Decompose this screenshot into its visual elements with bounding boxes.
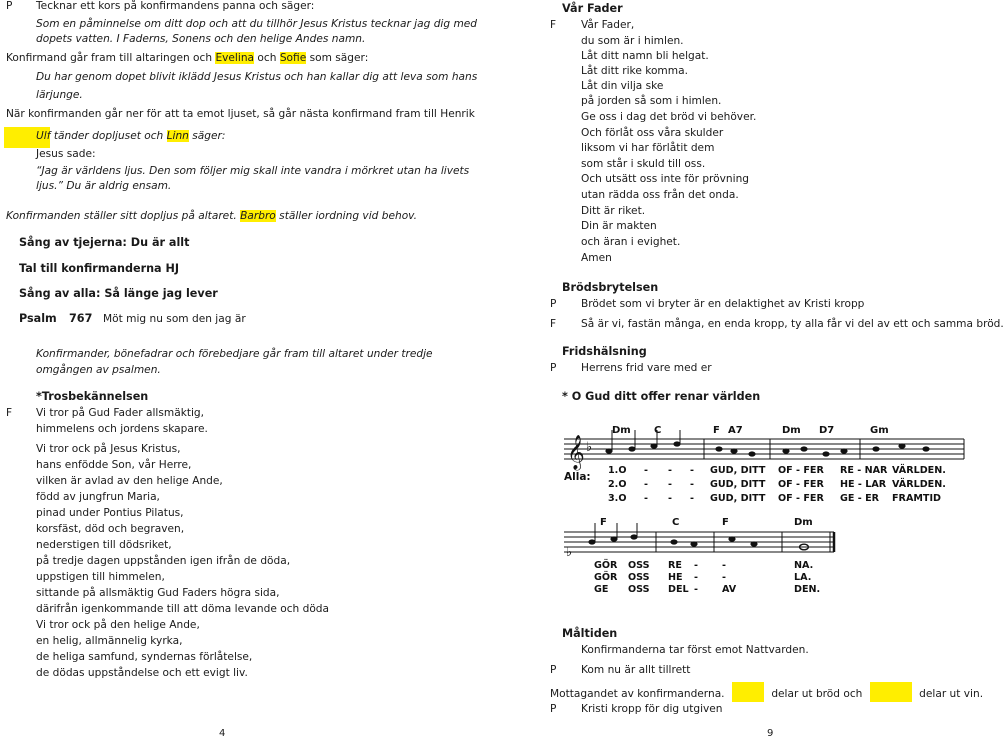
name-highlight-blank-2 xyxy=(870,682,912,702)
peace-line xyxy=(550,361,712,375)
staff-1 xyxy=(564,439,964,459)
our-father-line: Låt din vilja ske xyxy=(581,80,664,92)
our-father-line: som står i skuld till oss. xyxy=(581,158,706,170)
alla-label: Alla: xyxy=(564,471,591,483)
right-page xyxy=(480,0,1004,739)
our-father-line: Och utsätt oss inte för prövning xyxy=(581,173,750,185)
walk-text-1: Konfirmand går fram till altaringen och xyxy=(6,52,213,64)
lyric-v3: GE - ER xyxy=(840,493,880,504)
quote-line-1: “Jag är världens ljus. Den som följer mig skall inte vandra i mörkret utan ha livets xyxy=(36,165,470,177)
lyric-v2: - xyxy=(690,479,694,490)
our-father-line: på jorden så som i himlen. xyxy=(581,95,722,107)
lyric-v3: AV xyxy=(722,584,737,595)
lyric-v2: VÄRLDEN. xyxy=(892,479,946,490)
our-father-line: Låt ditt namn bli helgat. xyxy=(581,50,709,62)
speaker-marker-creed: F xyxy=(6,407,13,419)
psalm-label: Psalm xyxy=(19,312,57,325)
lyric-v1: OF - FER xyxy=(778,465,824,476)
lyric-v3: FRAMTID xyxy=(892,493,941,504)
chord-f-3: F xyxy=(722,517,729,528)
name-highlight-blank-1 xyxy=(732,682,764,702)
candle-placement-line xyxy=(6,209,417,223)
lyric-v2: LA. xyxy=(794,572,812,583)
song-girls: Sång av tjejerna: Du är allt xyxy=(19,236,190,249)
candle-place-text: Konfirmanden ställer sitt dopljus på altaret. xyxy=(6,210,237,222)
our-father-title: Vår Fader xyxy=(562,2,623,15)
meal-intro: Konfirmanderna tar först emot Nattvarden. xyxy=(581,644,809,656)
lyric-v2: OSS xyxy=(628,572,650,583)
candle-lighting-line xyxy=(36,129,225,143)
speaker-marker: P xyxy=(550,703,557,715)
name-highlight-barbro: Barbro xyxy=(240,210,276,222)
lyric-v1: RE - NAR xyxy=(840,465,888,476)
light-instruction: När konfirmanden går ner för att ta emot ljuset, så går nästa konfirmand fram till Henrik xyxy=(6,108,475,120)
creed-line: Vi tror på Gud Fader allsmäktig, xyxy=(36,407,205,419)
creed-line: de heliga samfund, syndernas förlåtelse, xyxy=(36,651,253,663)
lyric-v2: HE xyxy=(668,572,683,583)
speaker-marker: P xyxy=(550,664,557,676)
lyric-v1: 1.O xyxy=(608,465,627,476)
meal-line-p1 xyxy=(550,663,691,677)
creed-line: hans enfödde Son, vår Herre, xyxy=(36,459,192,471)
baptism-line-1: Du har genom dopet blivit iklädd Jesus Kristus och han kallar dig att leva som hans xyxy=(36,71,478,83)
lyric-v1: RE xyxy=(668,560,682,571)
lyric-v2: 2.O xyxy=(608,479,627,490)
lyric-v3: GUD, DITT xyxy=(710,493,766,504)
creed-line: himmelens och jordens skapare. xyxy=(36,423,208,435)
creed-line: korsfäst, död och begraven, xyxy=(36,523,185,535)
our-father-line: Ditt är riket. xyxy=(581,205,646,217)
lyric-v3: OSS xyxy=(628,584,650,595)
lyric-v1: - xyxy=(690,465,694,476)
our-father-line: Din är makten xyxy=(581,220,657,232)
speaker-marker: P xyxy=(550,362,557,374)
lyric-v1: - xyxy=(722,560,726,571)
treble-clef-icon: 𝄞 xyxy=(567,435,585,470)
psalm-number: 767 xyxy=(69,312,93,325)
distribution-text-1: Mottagandet av konfirmanderna. xyxy=(550,688,725,700)
name-ulf: Ulf xyxy=(36,130,51,142)
creed-line: nederstigen till dödsriket, xyxy=(36,539,172,551)
sheet-music xyxy=(564,418,974,620)
lyric-v3: - xyxy=(690,493,694,504)
bread-line-f xyxy=(550,317,1004,331)
name-highlight-sofie: Sofie xyxy=(279,52,307,64)
lyric-v1: GUD, DITT xyxy=(710,465,766,476)
name-highlight-linn: Linn xyxy=(166,130,189,142)
our-father-line: och äran i evighet. xyxy=(581,236,681,248)
creed-title: *Trosbekännelsen xyxy=(36,390,149,403)
psalm-line xyxy=(19,312,246,326)
our-father-line: du som är i himlen. xyxy=(581,35,684,47)
distribution-text-3: delar ut vin. xyxy=(919,688,984,700)
lyric-v3: DEL xyxy=(668,584,689,595)
meal-line-p2 xyxy=(550,702,723,716)
staff-2 xyxy=(564,532,834,552)
chord-gm: Gm xyxy=(870,425,889,436)
our-father-line: Vår Fader, xyxy=(581,19,635,31)
lyric-v2: - xyxy=(694,572,698,583)
lyric-v3: GE xyxy=(594,584,609,595)
lyric-v1: - xyxy=(694,560,698,571)
speaker-marker: F xyxy=(550,318,557,330)
creed-line: därifrån igenkommande till att döma levande och döda xyxy=(36,603,330,615)
jesus-said: Jesus sade: xyxy=(36,148,96,160)
lyric-v1: - xyxy=(668,465,672,476)
meal-p2-text: Kristi kropp för dig utgiven xyxy=(581,703,723,715)
walk-text-2: som säger: xyxy=(309,52,369,64)
peace-text: Herrens frid vare med er xyxy=(581,362,712,374)
walk-text-och: och xyxy=(257,52,277,64)
creed-line: Vi tror ock på Jesus Kristus, xyxy=(36,443,181,455)
meal-p1-text: Kom nu är allt tillrett xyxy=(581,664,691,676)
distribution-text-2: delar ut bröd och xyxy=(771,688,863,700)
lyric-v3: - xyxy=(694,584,698,595)
chord-a7: A7 xyxy=(728,425,743,436)
speaker-marker-our-father: F xyxy=(550,19,557,31)
chord-f-2: F xyxy=(600,517,607,528)
speaker-marker: P xyxy=(6,0,13,12)
notes-row-2 xyxy=(588,523,808,550)
walk-instruction xyxy=(6,51,368,65)
creed-line: pinad under Pontius Pilatus, xyxy=(36,507,184,519)
quote-line-2: ljus.” Du är aldrig ensam. xyxy=(36,180,172,192)
movement-line-2: omgången av psalmen. xyxy=(36,364,161,376)
offer-title: * O Gud ditt offer renar världen xyxy=(562,390,761,403)
our-father-line: Ge oss i dag det bröd vi behöver. xyxy=(581,111,757,123)
creed-line: på tredje dagen uppstånden igen ifrån de döda, xyxy=(36,555,291,567)
lyric-v2: HE - LAR xyxy=(840,479,887,490)
chord-dm-2: Dm xyxy=(782,425,801,436)
left-page xyxy=(0,0,480,739)
blessing-line-1: Som en påminnelse om ditt dop och att du tillhör Jesus Kristus tecknar jag dig med xyxy=(36,18,478,30)
creed-line: uppstigen till himmelen, xyxy=(36,571,165,583)
movement-line-1: Konfirmander, bönefadrar och förebedjare går fram till altaret under tredje xyxy=(36,348,433,360)
our-father-line: Låt ditt rike komma. xyxy=(581,65,688,77)
lyric-v2: - xyxy=(668,479,672,490)
chord-f: F xyxy=(713,425,720,436)
lyric-v1: OSS xyxy=(628,560,650,571)
lyric-v3: DEN. xyxy=(794,584,821,595)
creed-line: född av jungfrun Maria, xyxy=(36,491,160,503)
lyric-v3: 3.O xyxy=(608,493,627,504)
flat-icon-2: ♭ xyxy=(566,545,573,560)
chord-c: C xyxy=(654,425,662,436)
song-all: Sång av alla: Så länge jag lever xyxy=(19,287,218,300)
instruction-text: Tecknar ett kors på konfirmandens panna och säger: xyxy=(36,0,315,12)
psalm-title: Möt mig nu som den jag är xyxy=(103,313,246,325)
lyric-v2: OF - FER xyxy=(778,479,824,490)
lyric-v1: - xyxy=(644,465,648,476)
chord-c-2: C xyxy=(672,517,680,528)
lyric-v1: NA. xyxy=(794,560,814,571)
our-father-line: Amen xyxy=(581,252,612,264)
chord-dm: Dm xyxy=(612,425,631,436)
lyric-v1: VÄRLDEN. xyxy=(892,465,946,476)
blessing-line-2: dopets vatten. I Faderns, Sonens och den helige Andes namn. xyxy=(36,33,366,45)
instruction-sign-cross xyxy=(6,0,315,13)
our-father-line: Och förlåt oss våra skulder xyxy=(581,127,724,139)
lyric-v2: GÖR xyxy=(594,572,618,583)
lyric-v3: - xyxy=(644,493,648,504)
lyric-v2: GUD, DITT xyxy=(710,479,766,490)
lyric-v2: - xyxy=(722,572,726,583)
bread-breaking-title: Brödsbrytelsen xyxy=(562,281,659,294)
speaker-marker: P xyxy=(550,298,557,310)
creed-line: Vi tror ock på den helige Ande, xyxy=(36,619,200,631)
bread-line-p xyxy=(550,297,865,311)
candle-text: tänder dopljuset och xyxy=(53,130,164,142)
bread-f-text: Så är vi, fastän många, en enda kropp, ty alla får vi del av ett och samma bröd. xyxy=(581,318,1004,330)
creed-line: en helig, allmännelig kyrka, xyxy=(36,635,183,647)
chord-dm-3: Dm xyxy=(794,517,813,528)
our-father-line: utan rädda oss från det onda. xyxy=(581,189,739,201)
peace-title: Fridshälsning xyxy=(562,345,647,358)
lyric-v3: OF - FER xyxy=(778,493,824,504)
candle-text-end: säger: xyxy=(192,130,226,142)
flat-icon: ♭ xyxy=(586,440,593,455)
lyric-v1: GÖR xyxy=(594,560,618,571)
distribution-line xyxy=(550,682,983,702)
lyric-v2: - xyxy=(644,479,648,490)
creed-line: de dödas uppståndelse och ett evigt liv. xyxy=(36,667,248,679)
name-highlight-evelina: Evelina xyxy=(215,52,255,64)
page-number-right: 9 xyxy=(767,728,774,739)
page-number-left: 4 xyxy=(219,728,226,739)
baptism-line-2: lärjunge. xyxy=(36,89,83,101)
our-father-line: liksom vi har förlåtit dem xyxy=(581,142,715,154)
talk-to-confirmands: Tal till konfirmanderna HJ xyxy=(19,262,180,275)
meal-title: Måltiden xyxy=(562,627,618,640)
chord-d7: D7 xyxy=(819,425,835,436)
creed-line: vilken är avlad av den helige Ande, xyxy=(36,475,223,487)
candle-place-text-2: ställer iordning vid behov. xyxy=(279,210,417,222)
bread-p-text: Brödet som vi bryter är en delaktighet av Kristi kropp xyxy=(581,298,865,310)
lyric-v3: - xyxy=(668,493,672,504)
creed-line: sittande på allsmäktig Gud Faders högra sida, xyxy=(36,587,280,599)
